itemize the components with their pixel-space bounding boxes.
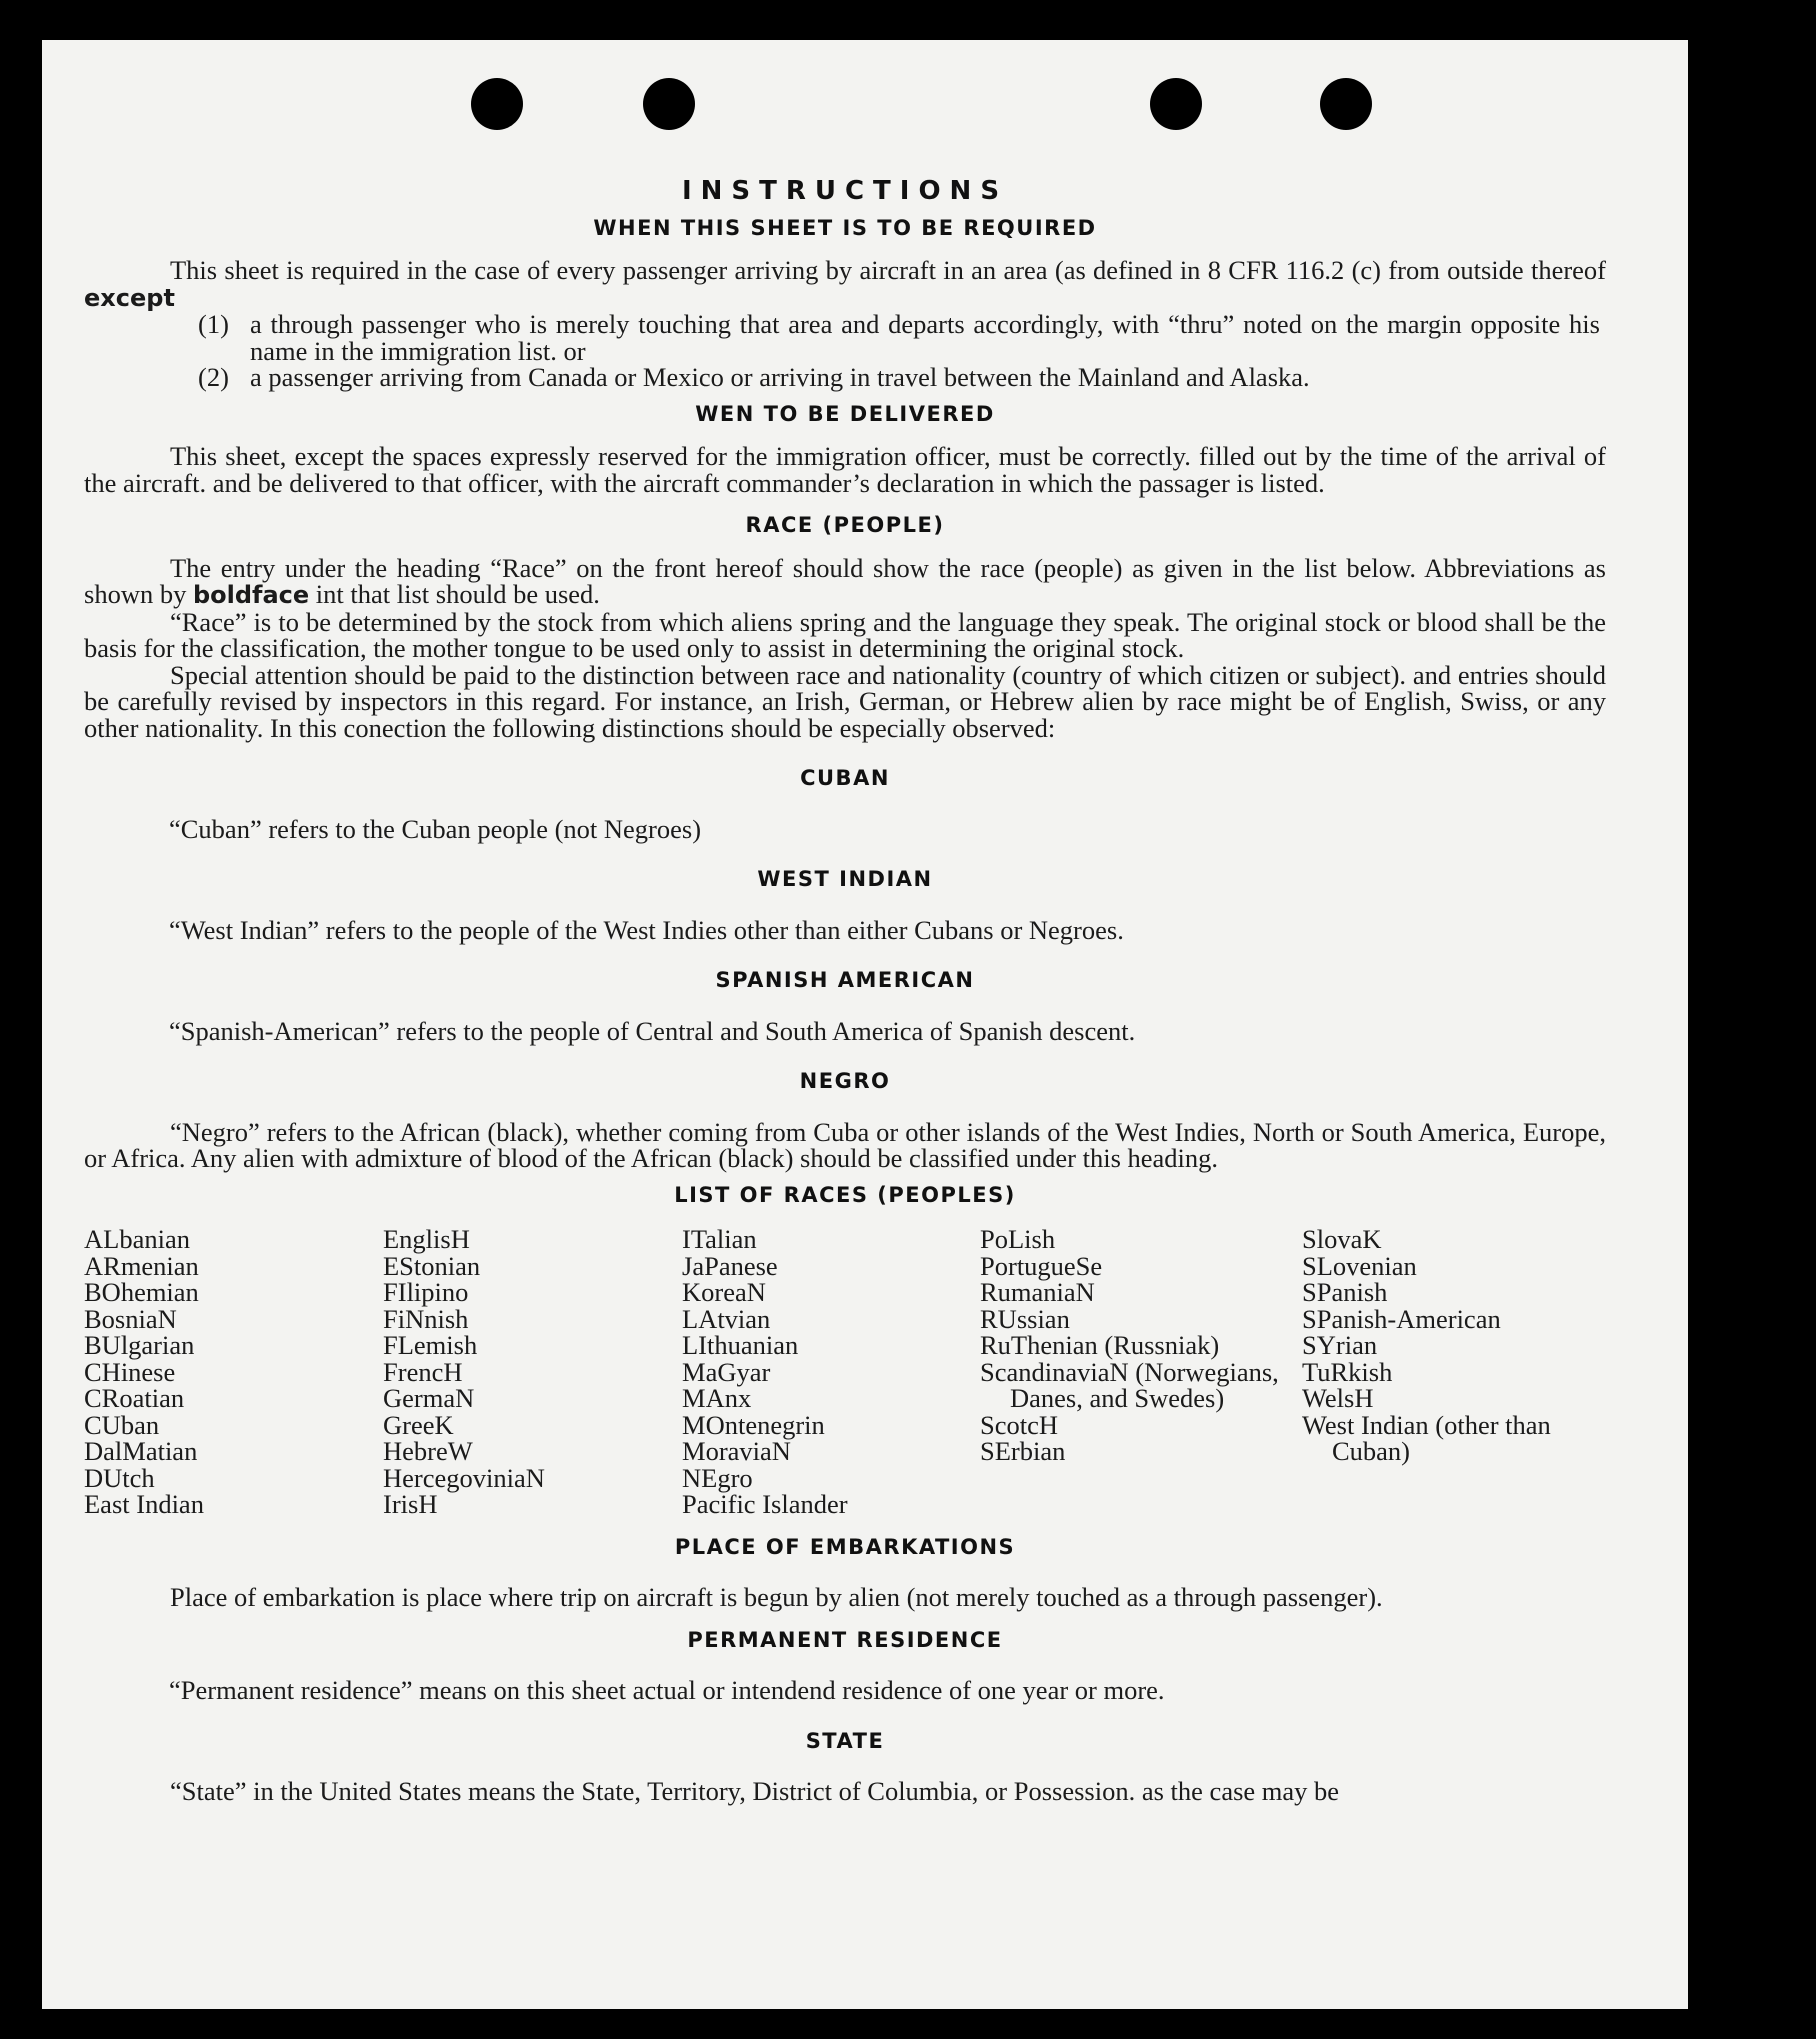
race-item: SPanish (1302, 1277, 1388, 1307)
race-paragraph-2: “Race” is to be determined by the stock from which aliens spring and the language they speak. The original stock or blood shall be the basis for the classification, the mother tongue to be used only to assist in determining the original stock. (84, 606, 1606, 663)
race-item: RuThenian (Russniak) (980, 1330, 1220, 1360)
heading-spanish-american: SPANISH AMERICAN (715, 968, 975, 992)
race-item: SErbian (980, 1436, 1066, 1466)
race-item: FiNnish (383, 1303, 469, 1334)
document-page (42, 40, 1688, 2009)
race-item: HebreW (383, 1436, 473, 1466)
race-item: SYrian (1302, 1330, 1378, 1360)
race-item: BUlgarian (84, 1330, 195, 1360)
race-item: East Indian (84, 1489, 204, 1519)
page-title: INSTRUCTIONS (681, 176, 1009, 206)
race-item: RUssian (980, 1303, 1070, 1334)
race-item: FrencH (383, 1356, 463, 1387)
race-item: CRoatian (84, 1383, 185, 1413)
race-item: PoLish (980, 1224, 1056, 1254)
race-item: LAtvian (682, 1303, 771, 1334)
race-paragraph-3: Special attention should be paid to the distinction between race and nationality (country of which citizen or subject). and entries should be carefully revised by inspectors in this regard. For instance, an Irish, German, or Hebrew alien by race might be of English, Swiss, or any other nationality. In this conection the following distinctions should be especially observed: (84, 659, 1606, 743)
race-item: SlovaK (1302, 1224, 1382, 1254)
heading-list-of-races: LIST OF RACES (PEOPLES) (674, 1182, 1016, 1207)
races-column-3 (682, 1226, 980, 1518)
race-item: LIthuanian (682, 1330, 799, 1360)
race-item: West Indian (other than Cuban) (1302, 1409, 1551, 1466)
punch-hole (1320, 78, 1372, 130)
race-item: MoraviaN (682, 1436, 791, 1466)
race-item: MAnx (682, 1383, 752, 1413)
race-item: SPanish-American (1302, 1303, 1501, 1334)
west-indian-text: “West Indian” refers to the people of the West Indies other than either Cubans or Negroes. (169, 914, 1124, 945)
race-item: GermaN (383, 1383, 475, 1413)
race-item: MOntenegrin (682, 1409, 825, 1440)
heading-race: RACE (PEOPLE) (745, 513, 945, 537)
race-item: MaGyar (682, 1356, 771, 1387)
race-item: KoreaN (682, 1277, 766, 1307)
race-item: DUtch (84, 1462, 155, 1493)
race-item: WelsH (1302, 1383, 1374, 1413)
race-item: SLovenian (1302, 1250, 1417, 1281)
race-item: HercegoviniaN (383, 1462, 545, 1493)
heading-place-of-embarkation: PLACE OF EMBARKATIONS (674, 1534, 1016, 1559)
race-item: PortugueSe (980, 1250, 1103, 1281)
race-item: ScandinaviaN (Norwegians, Danes, and Swedes) (980, 1356, 1279, 1413)
race-item: BosniaN (84, 1303, 177, 1334)
heading-when-delivered: WEN TO BE DELIVERED (695, 401, 995, 426)
race-item: ITalian (682, 1224, 757, 1254)
race-item: FLemish (383, 1330, 478, 1360)
races-column-4 (980, 1226, 1302, 1518)
punch-hole (643, 78, 695, 130)
races-column-1 (84, 1226, 383, 1518)
when-delivered-text: This sheet, except the spaces expressly reserved for the immigration officer, must be correctly. filled out by the time of the arrival of the aircraft. and be delivered to that officer, with the aircraft commander’s declaration in which the passager is listed. (84, 441, 1606, 498)
races-list (84, 1226, 1606, 1518)
races-column-2 (383, 1226, 682, 1518)
race-item: CUban (84, 1409, 160, 1440)
state-text: “State” in the United States means the State, Territory, District of Columbia, or Possession. as the case may be (170, 1776, 1340, 1806)
cuban-text: “Cuban” refers to the Cuban people (not Negroes) (169, 813, 702, 844)
races-column-5 (1302, 1226, 1592, 1518)
race-item: IrisH (383, 1489, 438, 1519)
race-paragraph-1: The entry under the heading “Race” on the front hereof should show the race (people) as given in the list below. Abbreviations as shown by boldface int that list should be used. (84, 552, 1606, 609)
race-item: RumaniaN (980, 1277, 1095, 1307)
instructions-content (84, 178, 1606, 1805)
bold-boldface: boldface (192, 581, 310, 609)
race-item: TuRkish (1302, 1356, 1393, 1387)
race-item: ALbanian (84, 1224, 190, 1254)
race-item: ARmenian (84, 1250, 199, 1281)
list-item: (1) a through passenger who is merely touching that area and departs accordingly, with “thru” noted on the margin opposite his name in the immigration list. or (198, 309, 1600, 366)
permanent-residence-text: “Permanent residence” means on this sheet actual or intendend residence of one year or more. (169, 1675, 1165, 1705)
when-required-text: This sheet is required in the case of every passenger arriving by aircraft in an area (as defined in 8 CFR 116.2 (c) from outside thereof except (84, 255, 1606, 312)
race-item: FIlipino (383, 1277, 469, 1307)
race-item: CHinese (84, 1356, 176, 1387)
race-item: EnglisH (383, 1224, 470, 1254)
heading-state: STATE (805, 1728, 885, 1753)
heading-cuban: CUBAN (800, 766, 890, 790)
race-item: DalMatian (84, 1436, 198, 1466)
negro-text: “Negro” refers to the African (black), whether coming from Cuba or other islands of the West Indies, North or South America, Europe, or Africa. Any alien with admixture of blood of the African (black) should be classified under this heading. (84, 1116, 1606, 1173)
bold-except: except (84, 283, 175, 312)
list-item: (2) a passenger arriving from Canada or Mexico or arriving in travel between the Mainland and Alaska. (198, 362, 1310, 392)
heading-west-indian: WEST INDIAN (757, 867, 933, 891)
punch-hole (1150, 78, 1202, 130)
race-item: GreeK (383, 1409, 454, 1440)
heading-permanent-residence: PERMANENT RESIDENCE (687, 1627, 1003, 1652)
race-item: Pacific Islander (682, 1489, 848, 1519)
heading-when-required: WHEN THIS SHEET IS TO BE REQUIRED (593, 215, 1097, 240)
punch-hole (471, 78, 523, 130)
race-item: EStonian (383, 1250, 481, 1281)
place-of-embarkation-text: Place of embarkation is place where trip on aircraft is begun by alien (not merely touched as a through passenger). (170, 1582, 1383, 1612)
race-item: NEgro (682, 1462, 753, 1493)
race-item: JaPanese (682, 1250, 778, 1281)
race-item: ScotcH (980, 1409, 1059, 1440)
race-item: BOhemian (84, 1277, 199, 1307)
heading-negro: NEGRO (799, 1069, 891, 1093)
spanish-american-text: “Spanish-American” refers to the people of Central and South America of Spanish descent. (169, 1015, 1136, 1046)
